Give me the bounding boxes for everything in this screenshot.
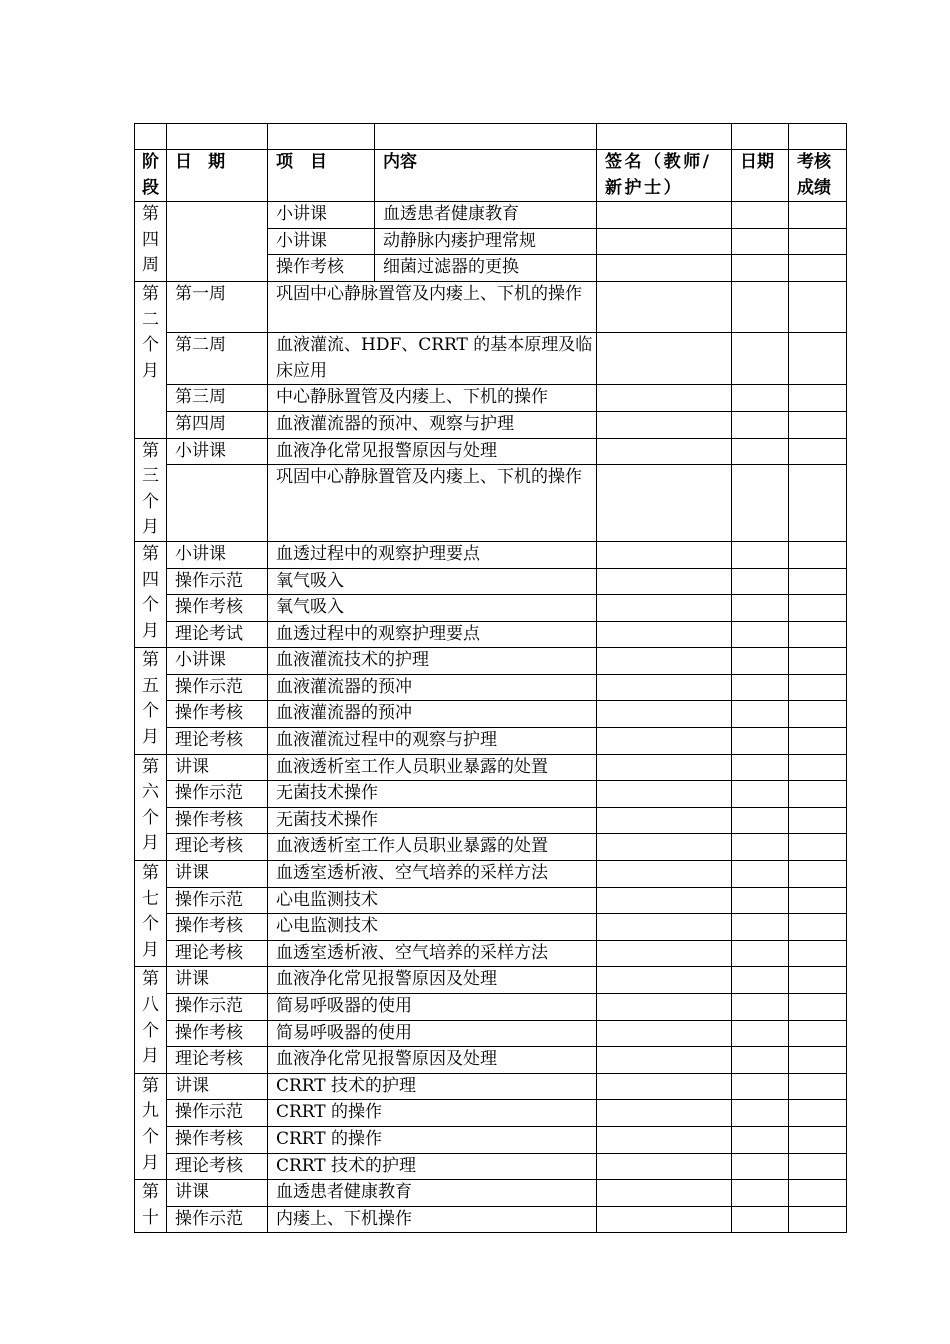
stage-cell: [135, 541, 167, 647]
content-cell: 血透室透析液、空气培养的采样方法: [268, 940, 597, 967]
score-cell[interactable]: [789, 595, 847, 622]
blank-top-row: [135, 124, 847, 150]
sign-cell[interactable]: [597, 834, 732, 861]
sign-cell[interactable]: [597, 674, 732, 701]
day-cell[interactable]: [732, 595, 789, 622]
header-sign: 签名（教师/新护士）: [597, 150, 732, 202]
day-cell[interactable]: [732, 967, 789, 994]
score-cell[interactable]: [789, 1126, 847, 1153]
sign-cell[interactable]: [597, 465, 732, 542]
table-row: [135, 781, 847, 808]
content-cell: 巩固中心静脉置管及内瘘上、下机的操作: [268, 465, 597, 542]
stage-cell: [135, 438, 167, 541]
date-cell: 小讲课: [167, 648, 268, 675]
sign-cell[interactable]: [597, 807, 732, 834]
sign-cell[interactable]: [597, 887, 732, 914]
content-cell: 血液灌流技术的护理: [268, 648, 597, 675]
content-cell: 心电监测技术: [268, 914, 597, 941]
sign-cell[interactable]: [597, 385, 732, 412]
score-cell[interactable]: [789, 228, 847, 255]
sign-cell[interactable]: [597, 438, 732, 465]
date-cell: 操作示范: [167, 994, 268, 1021]
score-cell[interactable]: [789, 541, 847, 568]
table-row: [135, 1100, 847, 1127]
day-cell[interactable]: [732, 701, 789, 728]
date-cell: 讲课: [167, 861, 268, 888]
sign-cell[interactable]: [597, 914, 732, 941]
sign-cell[interactable]: [597, 1100, 732, 1127]
table-row: [135, 754, 847, 781]
table-row: [135, 541, 847, 568]
table-row: [135, 1073, 847, 1100]
score-cell[interactable]: [789, 807, 847, 834]
content-cell: 血液灌流器的预冲、观察与护理: [268, 411, 597, 438]
date-cell: 第四周: [167, 411, 268, 438]
score-cell[interactable]: [789, 887, 847, 914]
score-cell[interactable]: [789, 568, 847, 595]
sign-cell[interactable]: [597, 281, 732, 332]
sign-cell[interactable]: [597, 994, 732, 1021]
day-cell[interactable]: [732, 887, 789, 914]
content-cell: 血液灌流、HDF、CRRT 的基本原理及临床应用: [268, 333, 597, 385]
stage-cell: [135, 1180, 167, 1233]
sign-cell[interactable]: [597, 781, 732, 808]
header-score: 考核成绩: [789, 150, 847, 202]
content-cell: 中心静脉置管及内瘘上、下机的操作: [268, 385, 597, 412]
content-cell: 简易呼吸器的使用: [268, 994, 597, 1021]
content-cell: 氧气吸入: [268, 568, 597, 595]
stage-label: 第七个月: [142, 863, 159, 960]
score-cell[interactable]: [789, 701, 847, 728]
blank-cell: [375, 124, 597, 150]
table-row: [135, 465, 847, 542]
content-cell: 巩固中心静脉置管及内瘘上、下机的操作: [268, 281, 597, 332]
content-cell: CRRT 技术的护理: [268, 1073, 597, 1100]
date-cell: 操作考核: [167, 595, 268, 622]
header-content: 内容: [375, 150, 597, 202]
date-cell: 操作考核: [167, 701, 268, 728]
date-cell: 理论考核: [167, 1047, 268, 1074]
score-cell[interactable]: [789, 1020, 847, 1047]
sign-cell[interactable]: [597, 228, 732, 255]
table-row: [135, 940, 847, 967]
day-cell[interactable]: [732, 1020, 789, 1047]
date-cell: 操作考核: [167, 807, 268, 834]
date-cell: 操作示范: [167, 887, 268, 914]
stage-cell: [135, 967, 167, 1073]
sign-cell[interactable]: [597, 1153, 732, 1180]
score-cell[interactable]: [789, 438, 847, 465]
date-cell: 操作示范: [167, 1206, 268, 1233]
score-cell[interactable]: [789, 754, 847, 781]
table-row: [135, 728, 847, 755]
date-cell: 操作考核: [167, 1020, 268, 1047]
stage-label: 第十: [142, 1182, 159, 1228]
score-cell[interactable]: [789, 781, 847, 808]
date-cell: 操作考核: [167, 1126, 268, 1153]
date-cell: 操作示范: [167, 1100, 268, 1127]
date-cell: 第一周: [167, 281, 268, 332]
date-cell: 第二周: [167, 333, 268, 385]
table-row: [135, 333, 847, 385]
date-cell: 理论考核: [167, 728, 268, 755]
sign-cell[interactable]: [597, 1126, 732, 1153]
stage-label: 第八个月: [142, 969, 159, 1067]
date-cell: 操作示范: [167, 568, 268, 595]
table-row: [135, 967, 847, 994]
date-cell: 理论考核: [167, 834, 268, 861]
training-schedule-sheet: [134, 123, 846, 1233]
day-cell[interactable]: [732, 255, 789, 282]
content-cell: 无菌技术操作: [268, 807, 597, 834]
table-row: [135, 994, 847, 1021]
score-cell[interactable]: [789, 255, 847, 282]
date-cell: 操作示范: [167, 674, 268, 701]
score-cell[interactable]: [789, 861, 847, 888]
sign-cell[interactable]: [597, 202, 732, 229]
blank-cell: [597, 124, 732, 150]
content-cell: 心电监测技术: [268, 887, 597, 914]
day-cell[interactable]: [732, 333, 789, 385]
schedule-table-body: [135, 124, 847, 1233]
content-cell: 血液净化常见报警原因与处理: [268, 438, 597, 465]
content-cell: 动静脉内瘘护理常规: [375, 228, 597, 255]
content-cell: 血透过程中的观察护理要点: [268, 541, 597, 568]
sign-cell[interactable]: [597, 1020, 732, 1047]
sign-cell[interactable]: [597, 595, 732, 622]
table-row: [135, 621, 847, 648]
date-cell: [167, 202, 268, 282]
score-cell[interactable]: [789, 1206, 847, 1233]
day-cell[interactable]: [732, 281, 789, 332]
table-row: [135, 834, 847, 861]
date-cell: 讲课: [167, 967, 268, 994]
content-cell: CRRT 技术的护理: [268, 1153, 597, 1180]
score-cell[interactable]: [789, 674, 847, 701]
table-row: [135, 595, 847, 622]
score-cell[interactable]: [789, 967, 847, 994]
blank-cell: [167, 124, 268, 150]
sign-cell[interactable]: [597, 701, 732, 728]
day-cell[interactable]: [732, 1206, 789, 1233]
table-row: [135, 281, 847, 332]
score-cell[interactable]: [789, 465, 847, 542]
content-cell: 血透室透析液、空气培养的采样方法: [268, 861, 597, 888]
stage-cell: [135, 281, 167, 438]
sign-cell[interactable]: [597, 621, 732, 648]
sign-cell[interactable]: [597, 967, 732, 994]
sign-cell[interactable]: [597, 940, 732, 967]
day-cell[interactable]: [732, 728, 789, 755]
day-cell[interactable]: [732, 228, 789, 255]
content-cell: 血透过程中的观察护理要点: [268, 621, 597, 648]
date-cell: 小讲课: [167, 541, 268, 568]
table-row: [135, 914, 847, 941]
table-row: [135, 701, 847, 728]
score-cell[interactable]: [789, 648, 847, 675]
stage-label: 第九个月: [142, 1075, 159, 1173]
sign-cell[interactable]: [597, 568, 732, 595]
stage-cell: [135, 861, 167, 967]
table-row: [135, 568, 847, 595]
table-row: [135, 202, 847, 229]
item-cell: 小讲课: [268, 228, 375, 255]
date-cell: 小讲课: [167, 438, 268, 465]
day-cell[interactable]: [732, 621, 789, 648]
score-cell[interactable]: [789, 1153, 847, 1180]
table-row: [135, 1153, 847, 1180]
table-row: [135, 385, 847, 412]
day-cell[interactable]: [732, 994, 789, 1021]
score-cell[interactable]: [789, 1180, 847, 1207]
day-cell[interactable]: [732, 411, 789, 438]
date-cell: [167, 465, 268, 542]
stage-cell: [135, 648, 167, 754]
date-cell: 操作考核: [167, 914, 268, 941]
day-cell[interactable]: [732, 834, 789, 861]
day-cell[interactable]: [732, 807, 789, 834]
stage-label: 第二个月: [142, 283, 159, 381]
score-cell[interactable]: [789, 411, 847, 438]
table-row: [135, 861, 847, 888]
day-cell[interactable]: [732, 1180, 789, 1207]
date-cell: 讲课: [167, 1073, 268, 1100]
sign-cell[interactable]: [597, 333, 732, 385]
stage-cell: [135, 1073, 167, 1179]
date-cell: 讲课: [167, 754, 268, 781]
date-cell: 理论考核: [167, 940, 268, 967]
content-cell: 内瘘上、下机操作: [268, 1206, 597, 1233]
day-cell[interactable]: [732, 568, 789, 595]
stage-label: 第三个月: [142, 440, 159, 538]
content-cell: 细菌过滤器的更换: [375, 255, 597, 282]
score-cell[interactable]: [789, 202, 847, 229]
day-cell[interactable]: [732, 202, 789, 229]
score-cell[interactable]: [789, 940, 847, 967]
stage-cell: [135, 754, 167, 860]
blank-cell: [268, 124, 375, 150]
stage-label: 第四个月: [142, 543, 159, 641]
score-cell[interactable]: [789, 1100, 847, 1127]
date-cell: 理论考试: [167, 621, 268, 648]
day-cell[interactable]: [732, 1153, 789, 1180]
stage-label: 第六个月: [142, 756, 159, 854]
blank-cell: [789, 124, 847, 150]
sign-cell[interactable]: [597, 648, 732, 675]
content-cell: 简易呼吸器的使用: [268, 1020, 597, 1047]
table-row: [135, 1020, 847, 1047]
content-cell: 血液灌流器的预冲: [268, 701, 597, 728]
table-row: [135, 887, 847, 914]
content-cell: CRRT 的操作: [268, 1100, 597, 1127]
content-cell: CRRT 的操作: [268, 1126, 597, 1153]
content-cell: 血液灌流过程中的观察与护理: [268, 728, 597, 755]
date-cell: 讲课: [167, 1180, 268, 1207]
header-day: 日期: [732, 150, 789, 202]
stage-label: 第四周: [142, 204, 159, 276]
day-cell[interactable]: [732, 940, 789, 967]
date-cell: 第三周: [167, 385, 268, 412]
content-cell: 血透患者健康教育: [375, 202, 597, 229]
content-cell: 血透患者健康教育: [268, 1180, 597, 1207]
sign-cell[interactable]: [597, 411, 732, 438]
sign-cell[interactable]: [597, 1073, 732, 1100]
table-row: [135, 648, 847, 675]
table-row: [135, 1206, 847, 1233]
sign-cell[interactable]: [597, 541, 732, 568]
content-cell: 血液透析室工作人员职业暴露的处置: [268, 754, 597, 781]
table-row: [135, 411, 847, 438]
day-cell[interactable]: [732, 674, 789, 701]
item-cell: 小讲课: [268, 202, 375, 229]
day-cell[interactable]: [732, 914, 789, 941]
table-row: [135, 1126, 847, 1153]
day-cell[interactable]: [732, 438, 789, 465]
score-cell[interactable]: [789, 1073, 847, 1100]
header-item: 项 目: [268, 150, 375, 202]
day-cell[interactable]: [732, 1126, 789, 1153]
header-row: [135, 150, 847, 202]
day-cell[interactable]: [732, 541, 789, 568]
score-cell[interactable]: [789, 914, 847, 941]
score-cell[interactable]: [789, 1047, 847, 1074]
table-row: [135, 674, 847, 701]
score-cell[interactable]: [789, 333, 847, 385]
day-cell[interactable]: [732, 385, 789, 412]
day-cell[interactable]: [732, 648, 789, 675]
sign-cell[interactable]: [597, 255, 732, 282]
table-row: [135, 1180, 847, 1207]
item-cell: 操作考核: [268, 255, 375, 282]
content-cell: 氧气吸入: [268, 595, 597, 622]
score-cell[interactable]: [789, 834, 847, 861]
content-cell: 血液透析室工作人员职业暴露的处置: [268, 834, 597, 861]
content-cell: 无菌技术操作: [268, 781, 597, 808]
score-cell[interactable]: [789, 728, 847, 755]
sign-cell[interactable]: [597, 754, 732, 781]
day-cell[interactable]: [732, 781, 789, 808]
blank-cell: [732, 124, 789, 150]
date-cell: 理论考核: [167, 1153, 268, 1180]
score-cell[interactable]: [789, 281, 847, 332]
blank-cell: [135, 124, 167, 150]
stage-cell: [135, 202, 167, 282]
sign-cell[interactable]: [597, 728, 732, 755]
score-cell[interactable]: [789, 621, 847, 648]
score-cell[interactable]: [789, 385, 847, 412]
stage-label: 第五个月: [142, 650, 159, 748]
day-cell[interactable]: [732, 1073, 789, 1100]
content-cell: 血液净化常见报警原因及处理: [268, 1047, 597, 1074]
schedule-table: [134, 123, 847, 1233]
day-cell[interactable]: [732, 1100, 789, 1127]
header-date: 日 期: [167, 150, 268, 202]
day-cell[interactable]: [732, 754, 789, 781]
sign-cell[interactable]: [597, 1206, 732, 1233]
header-stage: 阶段: [135, 150, 167, 202]
sign-cell[interactable]: [597, 861, 732, 888]
day-cell[interactable]: [732, 465, 789, 542]
score-cell[interactable]: [789, 994, 847, 1021]
sign-cell[interactable]: [597, 1047, 732, 1074]
day-cell[interactable]: [732, 861, 789, 888]
table-row: [135, 807, 847, 834]
date-cell: 操作示范: [167, 781, 268, 808]
table-row: [135, 438, 847, 465]
content-cell: 血液净化常见报警原因及处理: [268, 967, 597, 994]
content-cell: 血液灌流器的预冲: [268, 674, 597, 701]
sign-cell[interactable]: [597, 1180, 732, 1207]
table-row: [135, 1047, 847, 1074]
day-cell[interactable]: [732, 1047, 789, 1074]
